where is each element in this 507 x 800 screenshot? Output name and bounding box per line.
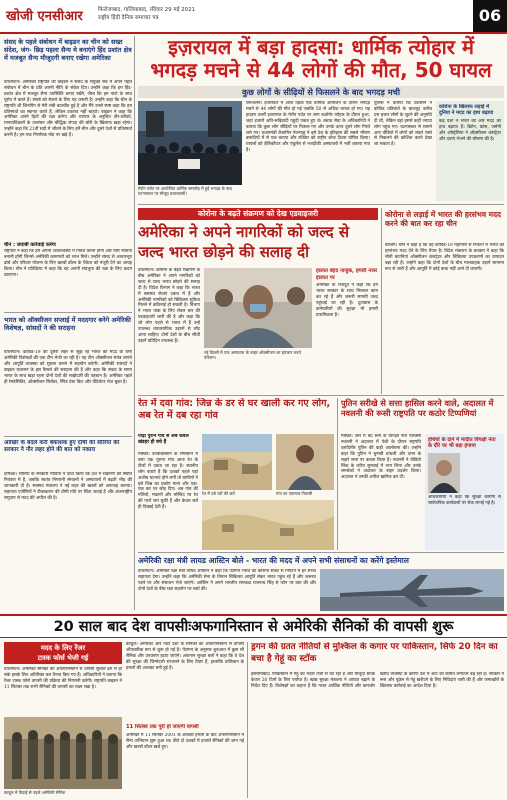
usa-body: वाशिंगटन। कोरोना के बढ़ते संक्रमण के बीच अमेरिका ने अपने नागरिकों को जल्द से जल्द भारत छोड़ने की सलाह दी है। विदेश विभाग ने कहा कि भारत में स्वास्थ्य सेवाएं दबाव में हैं और अमेरिकी नागरिकों को चिकित्सा सुविधा मिलने में कठिनाई हो सकती है। विभाग ने भारत यात्रा के लिए लेवल चार की एडवाइजरी जारी की है और कहा कि जो लोग पहले से भारत में हैं उन्हें उपलब्ध व्यावसायिक उड़ानों से लौट आना चाहिए। दोनों देशों के बीच सीधी उड़ानें प्रतिदिन उपलब्ध हैं। (138, 268, 200, 344)
main-side-box-body: कई देशों ने भारत की ओर मदद का हाथ बढ़ाया है। ब्रिटेन, फ्रांस, जर्मनी और ऑस्ट्रेलिया ने ऑक्सीजन कंसंट्रेटर और दवाएं भेजने की घोषणा की है। (439, 118, 501, 142)
aircraft-image (320, 569, 504, 611)
main-side-box-title: कोरोना के खिलाफ लड़ाई में दुनिया ने मदद का हाथ बढ़ाया (439, 104, 494, 117)
usa-side-headline: हालात बेहद नाजुक, हमारी नजर हालात पर (316, 268, 378, 281)
mid-divider (138, 395, 504, 396)
soldiers-image (4, 717, 122, 789)
sand-village-image (202, 434, 272, 490)
withdrawal-body: काबुल। अमेरिका और नाटो देशों के सैनिकों की अफगानिस्तान से वापसी औपचारिक रूप से शुरू हो गई है। पेंटागन के अनुसार शुरुआत में कुछ सौ सैनिक और उपकरण हटाए जाएंगे। अफगान सुरक्षा बलों ने कहा कि वे देश की सुरक्षा की जिम्मेदारी संभालने के लिए तैयार हैं, हालांकि तालिबान के हमलों की आशंका बनी हुई है। (126, 642, 244, 671)
soldiers-photo-caption: काबुल में विदाई से पहले अमेरिकी सैनिक (4, 790, 66, 795)
masthead-date: फिरोजाबाद, गाजियाबाद, रविवार 29 मई 2021 (98, 7, 196, 13)
ranger-bar-line2: टास्क फोर्स भेजी गई (37, 654, 89, 662)
right-column-divider (381, 208, 382, 394)
left-mid-story (4, 316, 132, 432)
main-headline (138, 36, 504, 82)
putin-side-headline: हथियों के दाने में मादीत विपक्षी नेता के दौरे पर भी बड़ा हंगामा (428, 437, 496, 450)
left-divider-2 (4, 436, 132, 437)
ret-photo-3 (202, 500, 334, 550)
villager-image (276, 434, 334, 490)
china-help-headline: कोरोना से लड़ाई में भारत की हरसंभव मदद करने की बात कर रहा चीन (385, 210, 501, 229)
bottom-banner: 20 साल बाद देश वापसीःअफगानिस्तान से अमेरिकी सैनिकों की वापसी शुरू (0, 614, 507, 638)
main-body-2: पुलिस ने बताया कि प्रशासन ने कोविड प्रतिबंधों के बावजूद करीब दस हजार लोगों के जुटने की अनुमति दी थी, लेकिन वहां इससे कहीं ज्यादा लोग पहुंच गए। घटनास्थल से सामने आए वीडियो में लोगों को संकरे रास्ते से निकलने की कोशिश करते देखा जा सकता है। (374, 101, 432, 148)
main-headline-line1: इज़रायल में बड़ा हादसा: धार्मिक त्योहार में (168, 35, 474, 59)
withdrawal-subhead: 11 सितंबर तक पूरी हो जाएगी वापसी (126, 724, 199, 730)
left-top-body: वाशिंगटन। अमेरिकी राष्ट्रपति जो बाइडन ने संसद के संयुक्त सत्र में अपने पहले संबोधन में चीन के प्रति अपनी नीति के संकेत दिए। उन्होंने कहा कि हम हिंद-प्रशांत क्षेत्र में मजबूत सैन्य उपस्थिति बनाए रखेंगे, जैसा कि हम नाटो के साथ यूरोप में करते हैं। संघर्ष को रोकने के लिए यह जरूरी है। उन्होंने कहा कि चीन के राष्ट्रपति शी जिनपिंग से मेरी लंबी बातचीत हुई है और मैंने उनसे स्पष्ट कहा कि हम प्रतिस्पर्धा का स्वागत करते हैं, लेकिन टकराव नहीं चाहते। बाइडन ने कहा कि अमेरिका अपने हितों की रक्षा करेगा और व्यापार के अनुचित तौर-तरीकों, मानवाधिकारों के उल्लंघन और बौद्धिक संपदा की चोरी के खिलाफ खड़ा रहेगा। उन्होंने कहा कि 21वीं सदी में जीतने के लिए हमें चीन और दूसरे देशों से प्रतिस्पर्धा करनी है। हम एक निर्णायक मोड़ पर खड़े हैं। (4, 80, 132, 139)
lower-divider (138, 552, 504, 553)
main-divider (138, 204, 504, 205)
ret-photo-1 (202, 434, 272, 490)
masthead (0, 0, 507, 34)
left-low-headline: आखिर के बदले करी बैंकाशक हुए दोषी की सीरिया की सरकार ने नौर लहर होने की बात को नकारा (4, 440, 120, 454)
masthead-tagline: राष्ट्रीय हिंदी दैनिक समाचार पत्र (98, 15, 159, 21)
ret-photo-2-caption: गांव का एकमात्र निवासी (276, 491, 313, 496)
ranger-body: वाशिंगटन। अमेरिकी सैनिकों की अफगानिस्तान से वापसी सुचारु ढंग से हो सके इसके लिए अतिरिक्त बल तैनात किए गए हैं। अधिकारियों ने बताया कि रेंजर टास्क फोर्स वापसी की प्रक्रिया की निगरानी करेगी। राष्ट्रपति बाइडन ने 11 सितंबर तक सभी सैनिकों की वापसी का लक्ष्य रखा है। (4, 667, 122, 690)
ret-bullet: पीढ़ी पुराने गांव से अब केवल खंडहर ही बचे हैं (138, 434, 189, 445)
main-headline-line2: भगदड़ मचने से 44 लोगों की मौत, 50 घायल (150, 58, 492, 82)
left-top-body2: राष्ट्रपति ने कहा कि हमें अपनी अर्थव्यवस्था में निवेश करना होगा और ऐसी नीतियां बनानी होंगी जिनसे अमेरिकी कामगारों को लाभ मिले। उन्होंने संसद से आधारभूत ढांचे और परिवार योजना के लिए खरबों डॉलर के पैकेज को मंजूरी देने का आग्रह किया। चीन ने प्रतिक्रिया में कहा कि वह अपनी संप्रभुता की रक्षा के लिए कदम उठाएगा। (4, 249, 132, 278)
masthead-meta (98, 6, 195, 22)
ranger-bar (4, 642, 122, 664)
china-help-body: बीजिंग। चीन ने कहा है कि वह कोविड-19 महामारी से निपटने में भारत को हरसंभव मदद देने के लिए तैयार है। विदेश मंत्रालय के प्रवक्ता ने कहा कि चीनी कंपनियां ऑक्सीजन कंसंट्रेटर और चिकित्सा उपकरणों का उत्पादन बढ़ा रही हैं। उन्होंने कहा कि दोनों देशों के बीच मालवाहक उड़ानें सामान्य रूप से जारी हैं और आपूर्ति में कोई बाधा नहीं आने दी जाएगी। (385, 243, 504, 272)
main-photo (138, 101, 242, 185)
main-photo-caption: मेरॉन पर्वत पर आयोजित धार्मिक समारोह में हुई भगदड़ के बाद घटनास्थल पर मौजूद बचावकर्मी। (138, 186, 232, 197)
putin-body: मास्को। जेल में बंद रूस के विपक्षी नेता एलेक्सी नवलनी ने अदालत में पेशी के दौरान राष्ट्रपति व्लादिमीर पुतिन की कड़ी आलोचना की। उन्होंने कहा कि पुतिन ने चुनावी धांधली और दमन के सहारे सत्ता पर कब्जा किया है। नवलनी ने वीडियो लिंक के जरिए सुनवाई में भाग लिया और उनके समर्थकों ने अदालत के बाहर प्रदर्शन किया। अदालत ने उनकी अपील खारिज कर दी। (341, 434, 421, 481)
navalny-photo (428, 453, 460, 493)
corona-section-bar: कोरोना के बढ़ते संक्रमण को देख एडवाइजरी (138, 208, 378, 220)
usa-photo-caption: नई दिल्ली में एक अस्पताल के बाहर ऑक्सीजन का इंतजार करते परिजन। (204, 350, 301, 361)
putin-headline: पुतिन सरीखे से सत्ता हासिल करने वाले, अदालत में नवलनी की रूसी राष्ट्रपति पर कठोर टिप्पणियां (341, 398, 494, 419)
usa-side (316, 268, 378, 390)
column-divider (134, 36, 135, 610)
left-mid-headline: भारत को ऑक्सीजन सप्लाई में मददगार बनेगे अमेरिकी विशेषज्ञ, सांसदों ने की सराहना (4, 316, 131, 332)
pakistan-wheat-body: इस्लामाबाद। पाकिस्तान में गेहूं का भंडार तेजी से घट रहा है और मौजूदा स्टॉक केवल 20 दिनों के लिए पर्याप्त है। खाद्य सुरक्षा मंत्रालय ने आयात बढ़ाने के निर्देश दिए हैं। विशेषज्ञों का कहना है कि गलत आर्थिक नीतियों और कमजोर खरीद व्यवस्था के कारण देश में आटे की कीमतें लगातार बढ़ रही हैं। सरकार ने रूस और यूक्रेन से गेहूं खरीदने के लिए निविदाएं जारी की हैं और जमाखोरों के खिलाफ कार्रवाई का आदेश दिया है। (251, 672, 504, 689)
brand-logo: खोजी एनसीआर (6, 9, 83, 24)
ret-headline: रेत में दवा गांव: जिन्न के डर से घर खाली कर गए लोग, अब रेत में दब रहा गांव (138, 398, 331, 421)
ret-photo-2 (276, 434, 334, 490)
main-subheadline: कुछ लोगों के सीढ़ियों से फिसलने के बाद भगदड़ मची (138, 86, 504, 98)
bottom-divider (247, 642, 248, 798)
left-top-headline: संसद के पहले संबोधन में बाइडन का चीन को सख्त संदेश, जंग- छिड़ पहला सैन्य मे बनाएंगे हिंद प्रशांत क्षेत्र में मजबूत सैन्य मौजूदगी बनाए रखेगा अमेरिका (4, 38, 132, 62)
left-low-body: दमिश्क। सीरिया के सरकारी मीडिया ने दावा किया कि देश में संक्रमण की स्थिति नियंत्रण में है, जबकि स्वतंत्र निगरानी संगठनों ने अस्पतालों में बढ़ती भीड़ की जानकारी दी है। स्वास्थ्य मंत्रालय ने नई लहर की खबरों को अफवाह बताया। सहायता एजेंसियों ने टीकाकरण की धीमी गति पर चिंता जताई है और अंतरराष्ट्रीय समुदाय से मदद की अपील की है। (4, 472, 132, 501)
usa-headline: अमेरिका ने अपने नागरिकों को जल्द से जल्द भारत छोड़ने की सलाह दी (138, 223, 350, 261)
portrait-image (428, 453, 460, 493)
left-top-subhead: चीन : जवाबी कार्रवाई करेगा (4, 242, 56, 248)
usa-photo (204, 268, 312, 348)
usa-side-body: अमेरिका के राजदूत ने कहा कि हम भारत सरकार के साथ मिलकर काम कर रहे हैं और जरूरी सामग्री जल्द पहुंचाई जा रही है। दूतावास के कर्मचारियों की सुरक्षा भी हमारी प्राथमिकता है। (316, 283, 378, 318)
austin-headline: अमेरिकी रक्षा मंत्री लायड आस्टिन बोले - भारत की मदद में अपने सभी संसाधनों का करेंगे इस्तेमाल (138, 556, 409, 565)
withdrawal-body-2: अमेरिका में 11 सितंबर 2001 के आतंकी हमलों के बाद अफगानिस्तान में सैन्य अभियान शुरू हुआ था। बीते दो दशकों में हजारों सैनिकों की जान गई और खरबों डॉलर खर्च हुए। (126, 733, 244, 750)
putin-divider (337, 398, 338, 550)
crowd-photo-image (138, 101, 242, 185)
soldiers-photo (4, 717, 122, 789)
austin-body: वाशिंगटन। अमेरिकी रक्षा मंत्री लायड आस्टिन ने कहा कि पेंटागन भारत को कोरोना संकट से निपटने में हर संभव सहायता देगा। उन्होंने कहा कि अमेरिकी सेना के विमान चिकित्सा आपूर्ति लेकर भारत पहुंच रहे हैं और जरूरत पड़ने पर और संसाधन भेजे जाएंगे। आस्टिन ने अपने भारतीय समकक्ष राजनाथ सिंह से फोन पर बात की और दोनों देशों के बीच रक्षा सहयोग पर चर्चा की। (138, 569, 316, 592)
ranger-bar-line1: मदद के लिए रेंजर (40, 644, 86, 652)
china-help-story (385, 210, 504, 394)
person-photo-image (204, 268, 312, 348)
putin-side-body: अधिकारियों ने कहा कि सुरक्षा कारणों से सार्वजनिक कार्यक्रमों पर रोक लगाई गई है। (428, 494, 501, 506)
austin-photo (320, 569, 504, 611)
left-mid-body: वाशिंगटन। कोविड-19 की दूसरी लहर से जूझ रहे भारत की मदद के लिए अमेरिकी विशेषज्ञों की एक टीम भेजी जा रही है। यह टीम ऑक्सीजन संयंत्र लगाने और आपूर्ति व्यवस्था को सुचारु बनाने में सहयोग करेगी। अमेरिकी सांसदों ने बाइडन प्रशासन के इस फैसले की सराहना की है और कहा कि संकट के समय भारत के साथ खड़ा रहना दोनों देशों की साझेदारी की पहचान है। अमेरिका पहले ही रेमडेसिविर, ऑक्सीजन सिलेंडर, रैपिड टेस्ट किट और वेंटिलेटर भेज चुका है। (4, 350, 132, 385)
dunes-image (202, 500, 334, 550)
page-number: 06 (473, 0, 507, 32)
pakistan-wheat-headline: ड्रगन की ग्रतत नीतियों से मुश्किल के कगार पर पाकिस्तान, सिर्फ 20 दिन का बचा है गेहूं का स्टॉक (251, 642, 498, 664)
main-side-box (436, 101, 504, 201)
main-body: यरूशलम। इजरायल में आज तड़के एक धार्मिक आयोजन के दौरान भगदड़ मचने से 44 लोगों की मौत हो गई जबकि 50 से अधिक घायल हो गए। यह हादसा उत्तरी इजरायल के मेरॉन पर्वत पर लाग बओमेर त्योहार के दौरान हुआ, जहां हजारों अति-रूढ़िवादी यहूदी एकत्र हुए थे। बचाव सेवा के अधिकारियों ने बताया कि कुछ लोग सीढ़ियों पर फिसल गए और उनके ऊपर दूसरे लोग गिरते चले गए। प्रधानमंत्री बेंजामिन नेतन्याहू ने इसे देश के इतिहास की सबसे भीषण त्रासदियों में से एक बताया और रविवार को राष्ट्रीय शोक दिवस घोषित किया। घायलों को हेलिकॉप्टर और एंबुलेंस से नजदीकी अस्पतालों में भर्ती कराया गया है। (246, 101, 370, 154)
ret-body: मॉस्को। उज्बेकिस्तान के रेगिस्तान में बसा एक पुराना गांव आज रेत के टीलों में दबता जा रहा है। स्थानीय लोग बताते हैं कि दशकों पहले यहां अजीब घटनाएं होने लगीं तो ग्रामीणों ने इसे जिन्न का प्रकोप माना और एक-एक कर घर छोड़ दिए। अब गांव की गलियों, मकानों और मस्जिद पर रेत की परतें जम चुकी हैं और केवल छतें ही दिखाई देती हैं। (138, 452, 198, 511)
ret-photo-1-caption: रेत में दबे घरों की छतें (202, 491, 235, 496)
left-top-story (4, 38, 132, 302)
left-divider-1 (4, 312, 132, 313)
left-low-story (4, 440, 132, 610)
putin-side-box (425, 434, 504, 550)
